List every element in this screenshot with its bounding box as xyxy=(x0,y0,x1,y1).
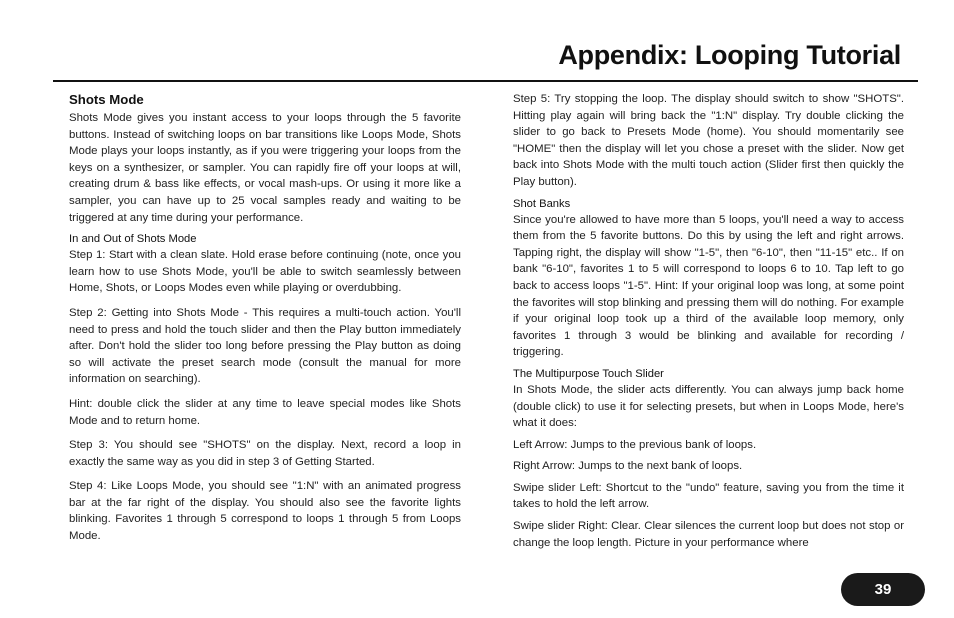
paragraph-shot-banks: Since you're allowed to have more than 5 loops, you'll need a way to access them from the 5 favorite buttons. Do this by using the left and right arrows. Tapping right, the display will show "1-5", then "6-10", then "11-15" etc.. If on bank "6-10", favorites 1 to 5 will correspond to loops 6 to 10. Tap left to go back to access loops "1-5". Hint: If your original loop was long, at some point the favorites will stop blinking and pressing them will do nothing. For example if your original loop took up a third of the available loop memory, only favorites 1 through 3 would be blinking and available for recording / triggering. xyxy=(513,213,904,359)
subheading-shot-banks: Shot Banks xyxy=(513,197,571,210)
paragraph-right-arrow: Right Arrow: Jumps to the next bank of loops. xyxy=(513,460,743,473)
paragraph-step3: Step 3: You should see "SHOTS" on the display. Next, record a loop in exactly the same way as you did in step 3 of Getting Started. xyxy=(69,439,461,468)
paragraph-step4: Step 4: Like Loops Mode, you should see "1:N" with an animated progress bar at the far right of the display. You should also see the favorite lights blinking. Favorites 1 through 5 correspond to loops 1 through 5 from Loops Mode. xyxy=(69,480,461,543)
paragraph-step2: Step 2: Getting into Shots Mode - This requires a multi-touch action. You'll need to press and hold the touch slider and then the Play button immediately after. Don't hold the slider too long before pressing the Play button as doing so will activate the preset search mode (consult the manual for more information on searching). xyxy=(69,306,461,386)
page-title: Appendix: Looping Tutorial xyxy=(558,40,901,70)
paragraph-swipe-left: Swipe slider Left: Shortcut to the "undo" feature, saving you from the time it takes to hold the left arrow. xyxy=(513,481,904,511)
left-column xyxy=(69,91,461,551)
paragraph-left-arrow: Left Arrow: Jumps to the previous bank of loops. xyxy=(513,438,757,451)
right-column xyxy=(513,91,904,557)
paragraph-step5: Step 5: Try stopping the loop. The display should switch to show "SHOTS". Hitting play again will bring back the "1:N" display. Try double clicking the slider to go back to Presets Mode (home). You should momentarily see "HOME" then the display will let you chose a preset with the slider. Now get back into Shots Mode with the multi touch action (Slider first then quickly the Play button). xyxy=(513,93,904,188)
paragraph-swipe-right: Swipe slider Right: Clear. Clear silences the current loop but does not stop or change the loop length. Picture in your performance where xyxy=(513,520,904,549)
section-heading-shots-mode: Shots Mode xyxy=(69,92,144,107)
paragraph-hint: Hint: double click the slider at any time to leave special modes like Shots Mode and to return home. xyxy=(69,397,461,427)
subheading-in-and-out: In and Out of Shots Mode xyxy=(69,233,197,246)
paragraph-slider-intro: In Shots Mode, the slider acts differently. You can always jump back home (double click) to use it for selecting presets, but when in Loops Mode, here's what it does: xyxy=(513,383,904,430)
paragraph-intro: Shots Mode gives you instant access to your loops through the 5 favorite buttons. Instead of switching loops on bar transitions like Loops Mode, Shots Mode plays your loops instantly, as if you were triggering your loops from the keys on a synthesizer, or sampler. You can rapidly fire off your loops at will, creating drum & bass like effects, or vocal mash-ups. Or using it more like a sampler, you can have up to 25 vocal samples ready and waiting to be triggered at any time during your performance. xyxy=(69,112,461,224)
title-rule xyxy=(53,80,918,82)
paragraph-step1: Step 1: Start with a clean slate. Hold erase before continuing (note, once you learn how to use Shots Mode, you'll be able to switch seamlessly between Home, Shots, or Loops Modes even while playing or overdubbing. xyxy=(69,249,461,295)
page-number-badge: 39 xyxy=(841,573,925,606)
subheading-touch-slider: The Multipurpose Touch Slider xyxy=(513,367,664,380)
